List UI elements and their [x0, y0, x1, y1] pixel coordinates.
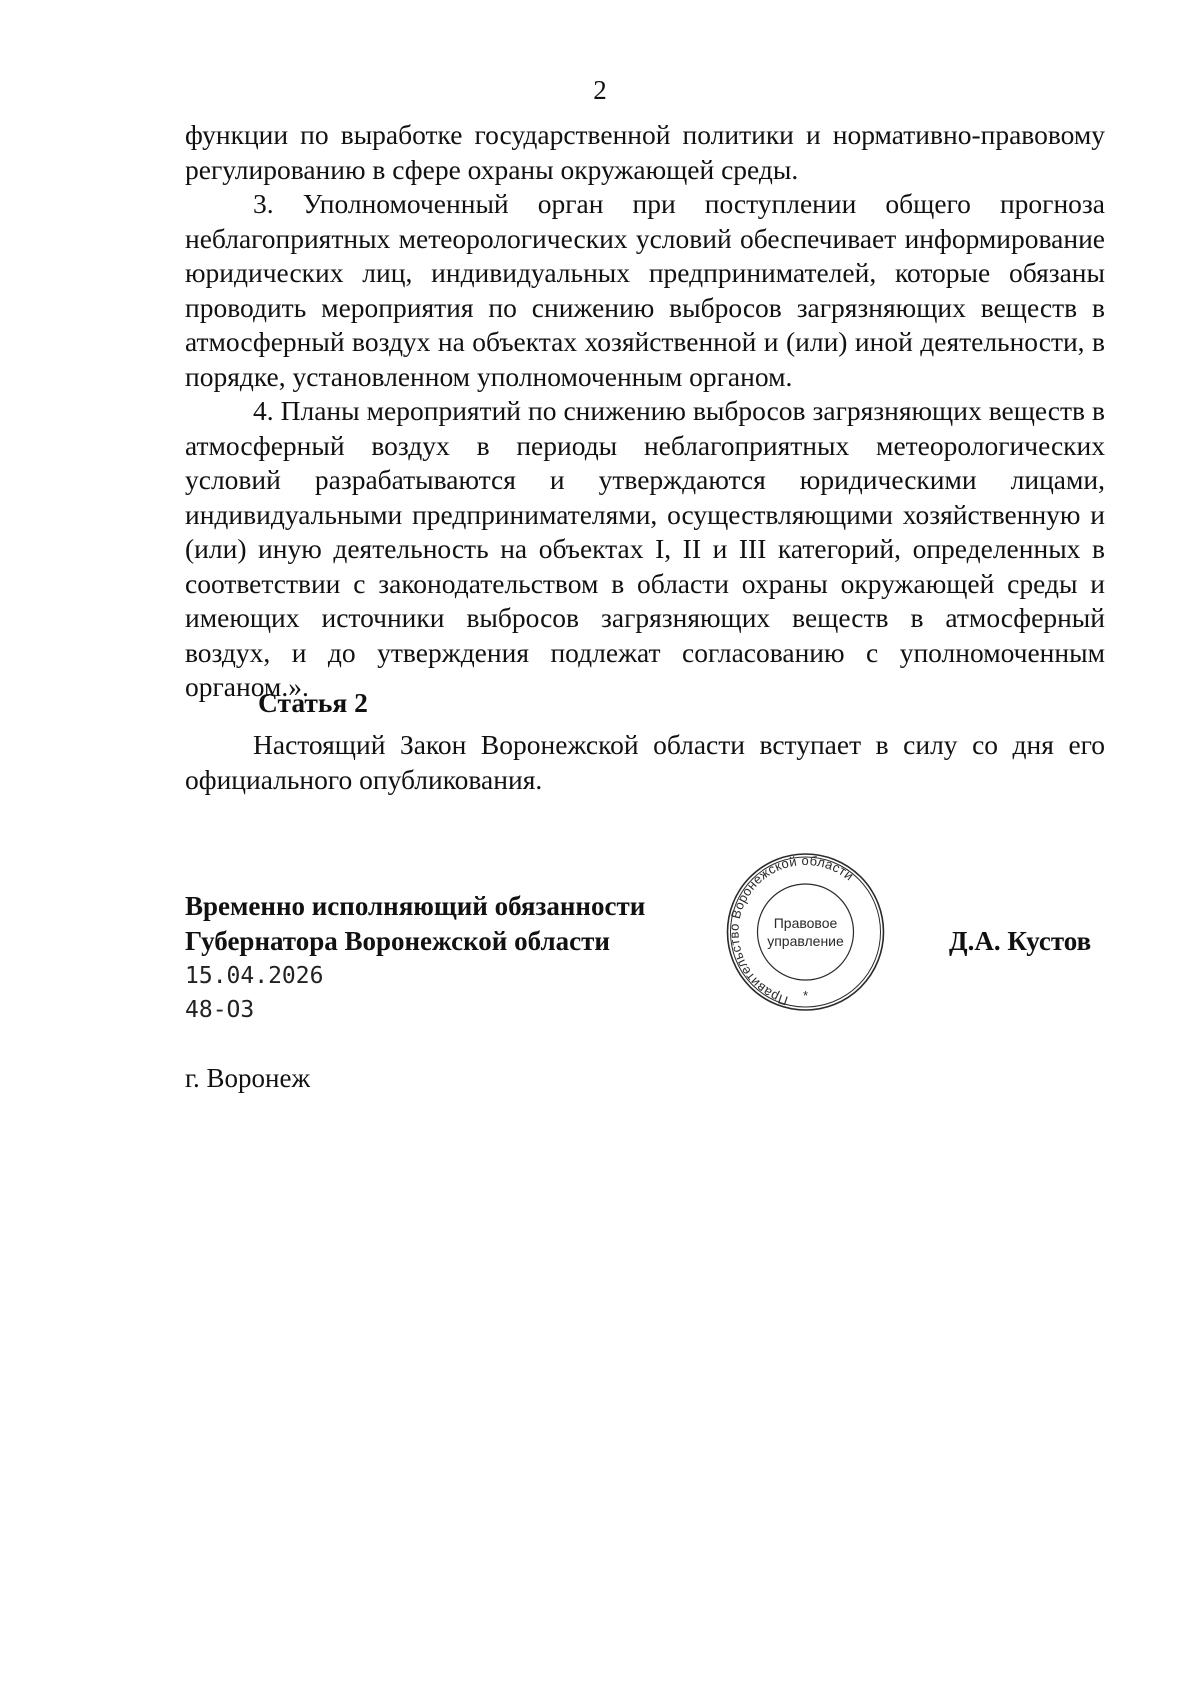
signer-title-line-1: Временно исполняющий обязанности	[185, 891, 646, 921]
paragraph-item-4: 4. Планы мероприятий по снижению выбросов загрязняющих веществ в атмосферный воздух в периоды неблагоприятных метеорологических условий разрабатываются и утверждаются юридическими лицами, индивидуальными предпринимателями, осуществляющими хозяйственную и (или) иную деятельность на объектах I, II и III категорий, определенных в соответствии с законодательством в области охраны окружающей среды и имеющих источники выбросов загрязняющих веществ в атмосферный воздух, и до утверждения подлежат согласованию с уполномоченным органом.».	[185, 395, 1105, 702]
stamp-star-icon: *	[802, 988, 809, 1003]
page-number: 2	[593, 75, 607, 105]
signing-date: 15.04.2026	[185, 963, 324, 989]
stamp-ring-text: Правительство Воронежской области	[726, 852, 857, 1009]
article-heading: Статья 2	[258, 687, 368, 718]
document-body	[185, 118, 1105, 705]
signer-name: Д.А. Кустов	[949, 926, 1092, 956]
signer-title	[185, 889, 645, 959]
stamp-inner-ring	[758, 884, 854, 980]
law-number: 48-ОЗ	[185, 997, 255, 1023]
stamp-center-line-2: управление	[767, 933, 844, 949]
paragraph-continuation: функции по выработке государственной политики и нормативно-правовому регулированию в сфере охраны окружающей среды.	[185, 119, 1105, 185]
official-stamp	[723, 852, 888, 1012]
city: г. Воронеж	[185, 1063, 311, 1093]
paragraph-item-3: 3. Уполномоченный орган при поступлении общего прогноза неблагоприятных метеорологических условий обеспечивает информирование юридических лиц, индивидуальных предпринимателей, которые обязаны проводить мероприятия по снижению выбросов загрязняющих веществ в атмосферный воздух на объектах хозяйственной и (или) иной деятельности, в порядке, установленном уполномоченным органом.	[185, 188, 1105, 392]
signer-title-line-2: Губернатора Воронежской области	[185, 926, 610, 956]
article-text: Настоящий Закон Воронежской области вступает в силу со дня его официального опубликования.	[185, 729, 1105, 795]
stamp-center-line-1: Правовое	[773, 915, 838, 931]
